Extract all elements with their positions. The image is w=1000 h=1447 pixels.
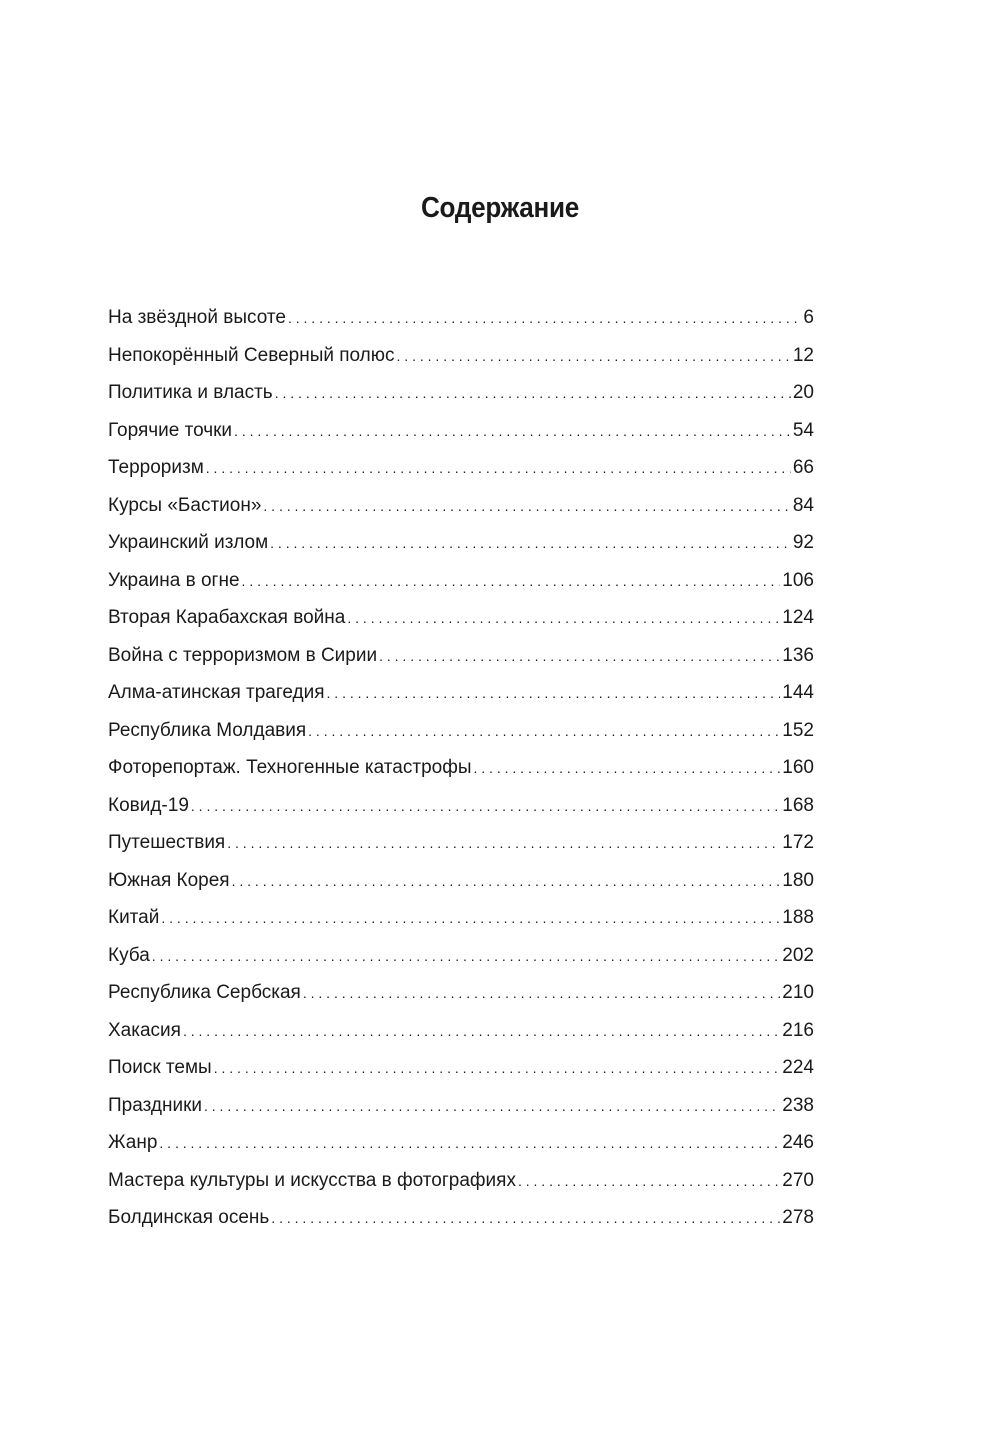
toc-entry-title: Непокорённый Северный полюс — [108, 344, 395, 366]
toc-entry — [108, 1124, 814, 1162]
dot-leader — [327, 675, 781, 713]
toc-entry-title: Китай — [108, 907, 160, 928]
toc-entry-page: 238 — [782, 1094, 814, 1116]
dot-leader — [288, 300, 801, 338]
dot-leader — [152, 938, 781, 976]
toc-entry-page: 210 — [782, 982, 814, 1003]
toc-entry — [108, 637, 814, 675]
toc-entry-title: Болдинская осень — [108, 1207, 270, 1228]
toc-entry-page: 144 — [782, 682, 814, 703]
toc-entry-page: 136 — [782, 644, 814, 666]
dot-leader — [214, 1050, 781, 1088]
dot-leader — [263, 488, 790, 526]
toc-entry-page: 152 — [782, 719, 814, 741]
dot-leader — [183, 1013, 780, 1051]
toc-entry-title: Война с терроризмом в Сирии — [108, 644, 378, 666]
toc-entry-title: Вторая Карабахская война — [108, 607, 346, 628]
toc-entry — [108, 299, 814, 337]
toc-entry-title: Мастера культуры и искусства в фотографиях — [108, 1169, 516, 1191]
toc-entry-page: 66 — [792, 457, 814, 478]
toc-entry — [108, 1049, 814, 1087]
toc-entry-title: Республика Сербская — [108, 982, 301, 1003]
toc-entry-title: На звёздной высоте — [108, 307, 286, 328]
dot-leader — [275, 375, 791, 413]
toc-entry-title: Поиск темы — [108, 1057, 212, 1078]
toc-entry — [108, 412, 814, 450]
toc-entry — [108, 449, 814, 487]
toc-entry-title: Южная Корея — [108, 869, 230, 891]
toc-entry-title: Праздники — [108, 1094, 202, 1116]
toc-entry — [108, 899, 814, 937]
toc-entry-page: 106 — [782, 569, 814, 591]
dot-leader — [206, 450, 791, 488]
toc-entry-page: 84 — [792, 494, 814, 516]
toc-entry-page: 216 — [782, 1019, 814, 1041]
toc-entry-title: Курсы «Бастион» — [108, 494, 262, 516]
toc-entry-title: Фоторепортаж. Техногенные катастрофы — [108, 757, 472, 778]
toc-entry-page: 270 — [782, 1169, 814, 1191]
dot-leader — [308, 713, 780, 751]
toc-entry — [108, 599, 814, 637]
toc-entry — [108, 1012, 814, 1050]
page-title: Содержание — [420, 192, 580, 224]
toc-entry-title: Политика и власть — [108, 382, 273, 403]
toc-entry-page: 278 — [782, 1207, 814, 1228]
dot-leader — [191, 788, 780, 826]
table-of-contents — [108, 299, 814, 1237]
toc-entry — [108, 337, 814, 375]
toc-entry — [108, 1162, 814, 1200]
toc-entry — [108, 374, 814, 412]
dot-leader — [232, 863, 781, 901]
toc-entry-page: 12 — [792, 344, 814, 366]
toc-entry — [108, 487, 814, 525]
dot-leader — [347, 600, 780, 638]
dot-leader — [303, 975, 780, 1013]
toc-entry — [108, 674, 814, 712]
dot-leader — [161, 900, 780, 938]
toc-entry-title: Жанр — [108, 1132, 158, 1153]
toc-entry-page: 224 — [782, 1057, 814, 1078]
dot-leader — [474, 750, 781, 788]
toc-entry-page: 246 — [782, 1132, 814, 1153]
toc-entry-page: 92 — [792, 532, 814, 553]
dot-leader — [242, 563, 781, 601]
dot-leader — [397, 338, 791, 376]
toc-entry-page: 54 — [792, 419, 814, 441]
toc-entry-page: 172 — [782, 832, 814, 853]
toc-entry-title: Республика Молдавия — [108, 719, 307, 741]
toc-entry — [108, 524, 814, 562]
toc-entry-title: Путешествия — [108, 832, 226, 853]
toc-entry — [108, 937, 814, 975]
toc-entry-page: 168 — [782, 794, 814, 816]
toc-entry-title: Алма-атинская трагедия — [108, 682, 325, 703]
toc-entry — [108, 562, 814, 600]
toc-entry — [108, 862, 814, 900]
toc-entry-page: 202 — [782, 944, 814, 966]
toc-entry — [108, 824, 814, 862]
toc-entry — [108, 1087, 814, 1125]
toc-entry — [108, 787, 814, 825]
toc-entry — [108, 712, 814, 750]
toc-entry-page: 180 — [782, 869, 814, 891]
dot-leader — [227, 825, 780, 863]
dot-leader — [271, 1200, 780, 1238]
dot-leader — [234, 413, 791, 451]
toc-entry-title: Куба — [108, 944, 150, 966]
toc-entry — [108, 974, 814, 1012]
toc-entry-title: Терроризм — [108, 457, 204, 478]
toc-entry-title: Украина в огне — [108, 569, 240, 591]
toc-entry — [108, 1199, 814, 1237]
toc-entry-title: Украинский излом — [108, 532, 269, 553]
toc-entry-title: Хакасия — [108, 1019, 181, 1041]
dot-leader — [159, 1125, 780, 1163]
toc-entry — [108, 749, 814, 787]
toc-entry-page: 160 — [782, 757, 814, 778]
toc-entry-page: 20 — [792, 382, 814, 403]
toc-entry-title: Ковид-19 — [108, 794, 189, 816]
toc-entry-page: 188 — [782, 907, 814, 928]
dot-leader — [270, 525, 791, 563]
dot-leader — [379, 638, 780, 676]
dot-leader — [204, 1088, 780, 1126]
toc-entry-page: 6 — [803, 307, 814, 328]
toc-entry-title: Горячие точки — [108, 419, 233, 441]
dot-leader — [518, 1163, 780, 1201]
toc-entry-page: 124 — [782, 607, 814, 628]
